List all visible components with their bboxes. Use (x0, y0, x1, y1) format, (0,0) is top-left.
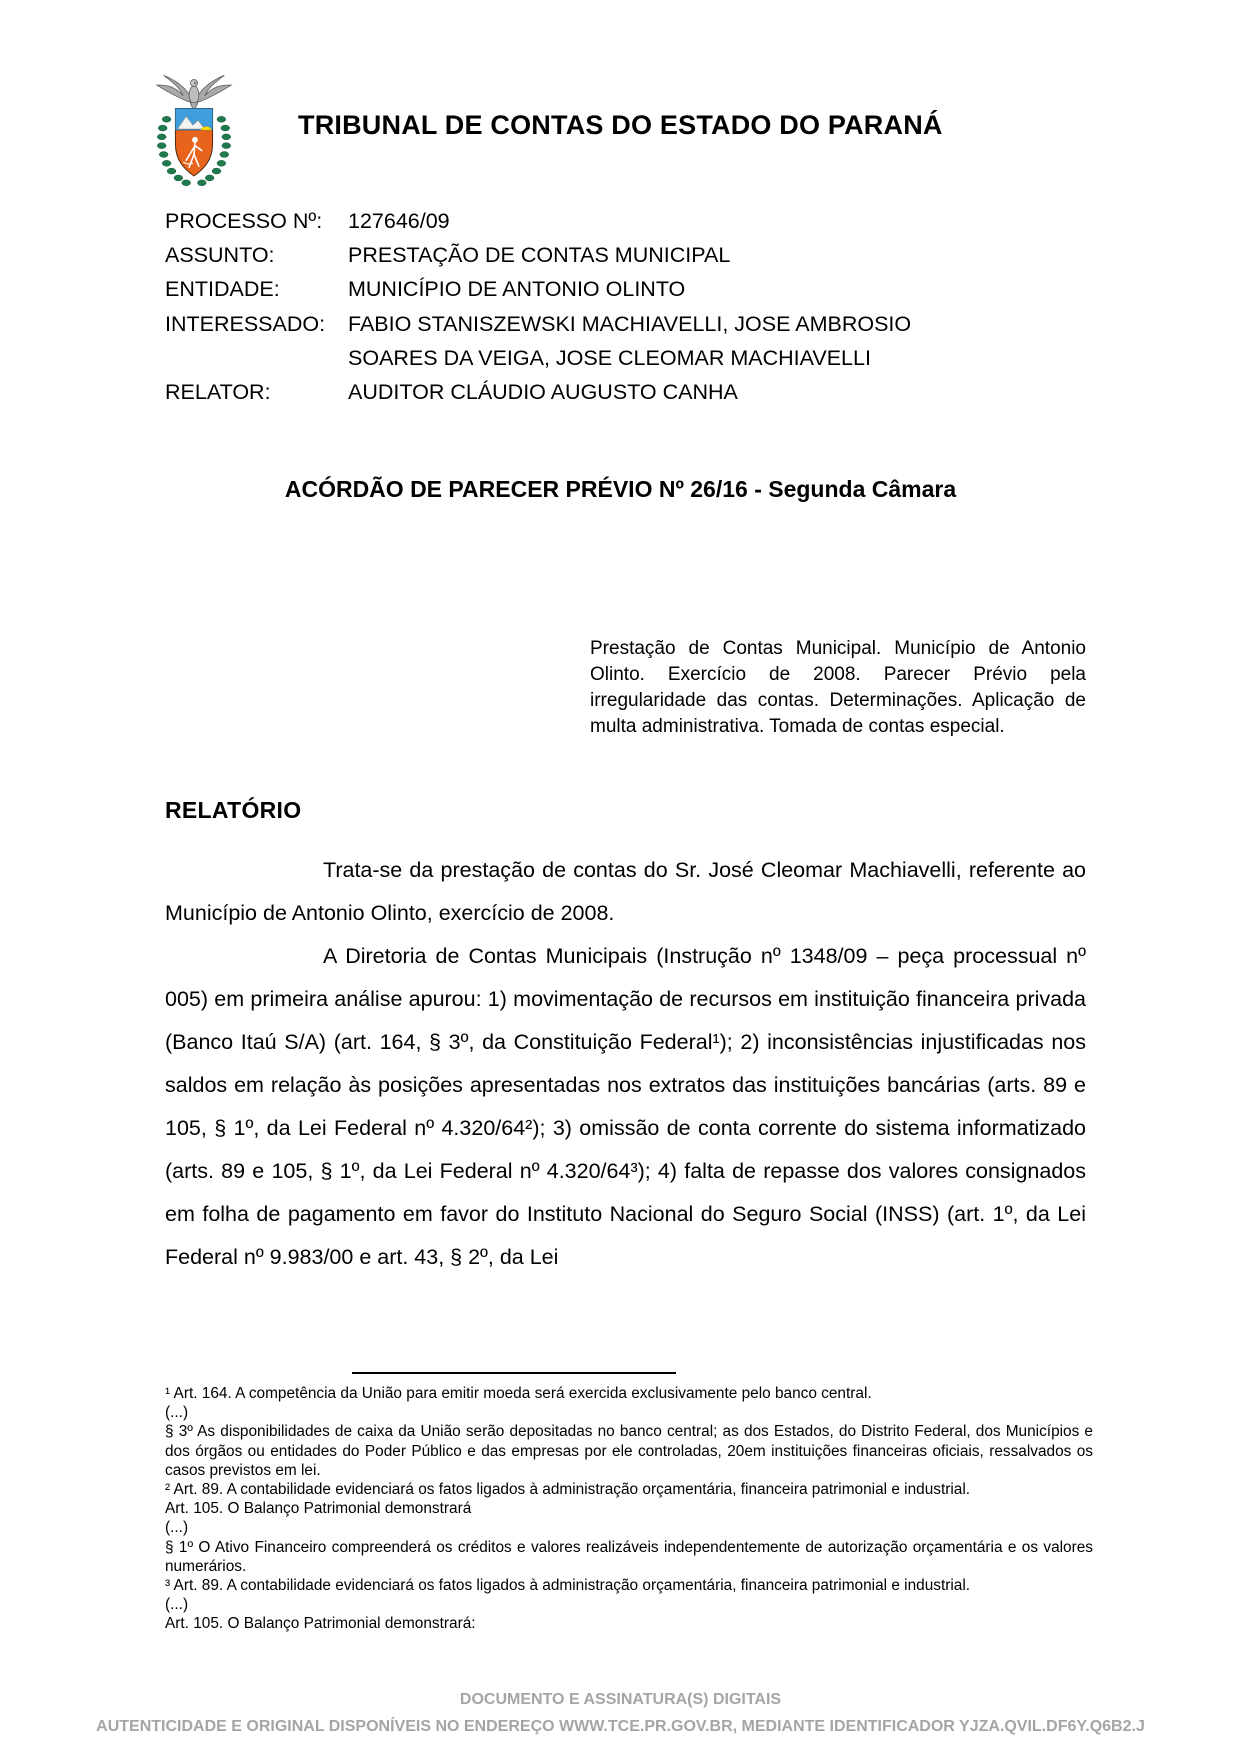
metadata-value: AUDITOR CLÁUDIO AUGUSTO CANHA (348, 380, 738, 405)
digital-signature-footer (0, 1686, 1241, 1740)
metadata-label: INTERESSADO: (165, 311, 326, 336)
footer-line-2: AUTENTICIDADE E ORIGINAL DISPONÍVEIS NO ENDEREÇO WWW.TCE.PR.GOV.BR, MEDIANTE IDENTIFICADOR YJZA.QVIL.DF6Y.Q6B2.J (96, 1718, 1145, 1735)
ementa-summary: Prestação de Contas Municipal. Município de Antonio Olinto. Exercício de 2008. Parecer Prévio pela irregularidade das contas. Determinações. Aplicação de multa administrativa. Tomada de contas especial. (590, 638, 1086, 737)
metadata-row-relator (165, 375, 1085, 409)
metadata-label: ASSUNTO: (165, 243, 275, 268)
footnote-line: ² Art. 89. A contabilidade evidenciará os fatos ligados à administração orçamentária, financeira patrimonial e industrial. (165, 1481, 971, 1499)
org-title: TRIBUNAL DE CONTAS DO ESTADO DO PARANÁ (298, 110, 943, 140)
metadata-value: MUNICÍPIO DE ANTONIO OLINTO (348, 277, 686, 302)
body-paragraph: Trata-se da prestação de contas do Sr. José Cleomar Machiavelli, referente ao Município de Antonio Olinto, exercício de 2008. (165, 858, 1086, 925)
footnote-line: (...) (165, 1404, 189, 1422)
footnote-line: (...) (165, 1596, 189, 1614)
metadata-value: 127646/09 (348, 209, 450, 233)
metadata-row-entidade (165, 272, 1085, 306)
section-heading-relatorio: RELATÓRIO (165, 797, 302, 823)
metadata-row-processo (165, 204, 1085, 238)
metadata-value: FABIO STANISZEWSKI MACHIAVELLI, JOSE AMBROSIO SOARES DA VEIGA, JOSE CLEOMAR MACHIAVELLI (348, 311, 912, 370)
footnote-separator (352, 1372, 676, 1374)
body-paragraph: A Diretoria de Contas Municipais (Instrução nº 1348/09 – peça processual nº 005) em primeira análise apurou: 1) movimentação de recursos em instituição financeira privada (Banco Itaú S/A) (art. 164, § 3º, da Constituição Federal¹); 2) inconsistências injustificadas nos saldos em relação às posições apresentadas nos extratos das instituições bancárias (arts. 89 e 105, § 1º, da Lei Federal nº 4.320/64²); 3) omissão de conta corrente do sistema informatizado (arts. 89 e 105, § 1º, da Lei Federal nº 4.320/64³); 4) falta de repasse dos valores consignados em folha de pagamento em favor do Instituto Nacional do Seguro Social (INSS) (art. 1º, da Lei Federal nº 9.983/00 e art. 43, § 2º, da Lei (165, 944, 1086, 1269)
footnote-line: Art. 105. O Balanço Patrimonial demonstrará: (165, 1615, 476, 1633)
metadata-value: PRESTAÇÃO DE CONTAS MUNICIPAL (348, 243, 731, 268)
metadata-label: PROCESSO Nº: (165, 209, 323, 233)
report-body (165, 849, 1086, 1279)
footnote-line: § 3º As disponibilidades de caixa da União serão depositadas no banco central; as dos Estados, do Distrito Federal, dos Municípios e dos órgãos ou entidades do Poder Público e das empresas por ele controladas, 20em instituições financeiras oficiais, ressalvados os casos previstos em lei. (165, 1423, 1093, 1479)
document-title: ACÓRDÃO DE PARECER PRÉVIO Nº 26/16 - Segunda Câmara (284, 476, 957, 502)
footnote-line: Art. 105. O Balanço Patrimonial demonstrará (165, 1500, 472, 1518)
metadata-label: RELATOR: (165, 380, 271, 405)
footnote-line: ³ Art. 89. A contabilidade evidenciará os fatos ligados à administração orçamentária, financeira patrimonial e industrial. (165, 1577, 971, 1595)
metadata-row-interessado (165, 307, 1085, 375)
footnote-line: § 1º O Ativo Financeiro compreenderá os créditos e valores realizáveis independentemente de autorização orçamentária e os valores numerários. (165, 1538, 1093, 1575)
footnote-line: (...) (165, 1519, 189, 1537)
footer-line-1: DOCUMENTO E ASSINATURA(S) DIGITAIS (459, 1691, 782, 1708)
metadata-row-assunto (165, 238, 1085, 272)
process-metadata (165, 204, 1085, 409)
parana-coat-of-arms-icon (150, 72, 238, 190)
metadata-label: ENTIDADE: (165, 277, 280, 302)
footnote-line: ¹ Art. 164. A competência da União para emitir moeda será exercida exclusivamente pelo banco central. (165, 1385, 872, 1402)
footnotes (165, 1384, 1093, 1634)
